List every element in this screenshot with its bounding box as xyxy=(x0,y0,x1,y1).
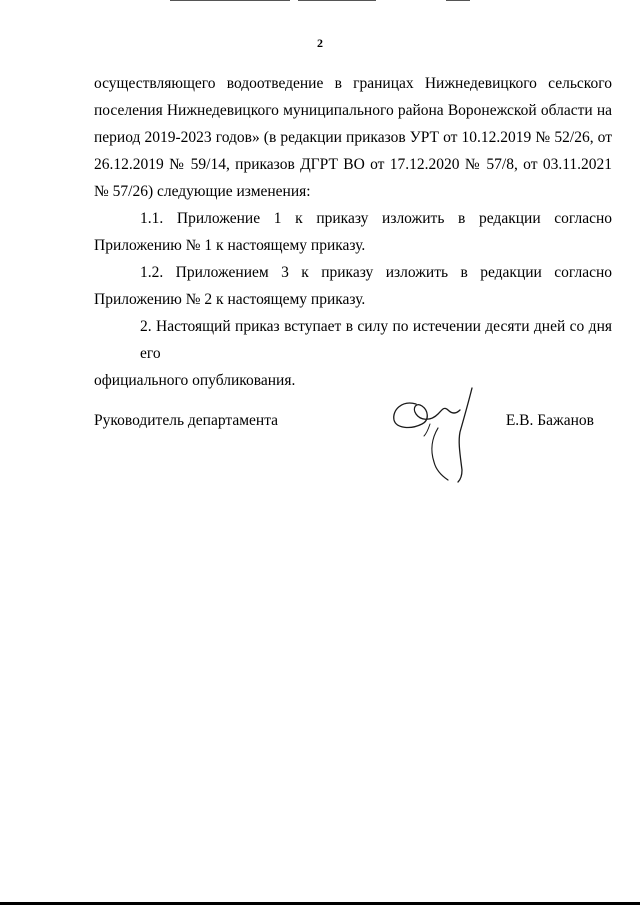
scan-artifact-line xyxy=(170,0,290,1)
scan-artifact-line xyxy=(298,0,376,1)
paragraph-continuation xyxy=(94,70,612,205)
text-line: № 57/26) следующие изменения: xyxy=(94,183,311,200)
text-line: Приложению № 1 к настоящему приказу. xyxy=(94,237,366,254)
text-line: поселения Нижнедевицкого муниципального района Воронежской области на xyxy=(94,102,612,119)
paragraph-item-2 xyxy=(94,313,612,394)
paragraph-item-1-1 xyxy=(94,205,612,259)
signatory-name: Е.В. Бажанов xyxy=(505,412,594,429)
text-line: 2. Настоящий приказ вступает в силу по истечении десяти дней со дня его xyxy=(140,318,612,362)
paragraph-item-1-2 xyxy=(94,259,612,313)
text-line: осуществляющего водоотведение в границах Нижнедевицкого сельского xyxy=(94,75,612,92)
top-edge xyxy=(0,0,640,2)
handwritten-signature xyxy=(386,384,482,484)
text-line: период 2019-2023 годов» (в редакции приказов УРТ от 10.12.2019 № 52/26, от xyxy=(94,129,612,146)
text-line: Приложению № 2 к настоящему приказу. xyxy=(94,291,366,308)
text-line: официального опубликования. xyxy=(94,372,296,389)
text-line: 1.1. Приложение 1 к приказу изложить в редакции согласно xyxy=(140,210,612,227)
text-line: 1.2. Приложением 3 к приказу изложить в редакции согласно xyxy=(140,264,612,281)
text-line: 26.12.2019 № 59/14, приказов ДГРТ ВО от 17.12.2020 № 57/8, от 03.11.2021 xyxy=(94,156,612,173)
signatory-title: Руководитель департамента xyxy=(94,412,279,429)
page-number: 2 xyxy=(317,36,323,50)
scan-artifact-line xyxy=(446,0,470,1)
